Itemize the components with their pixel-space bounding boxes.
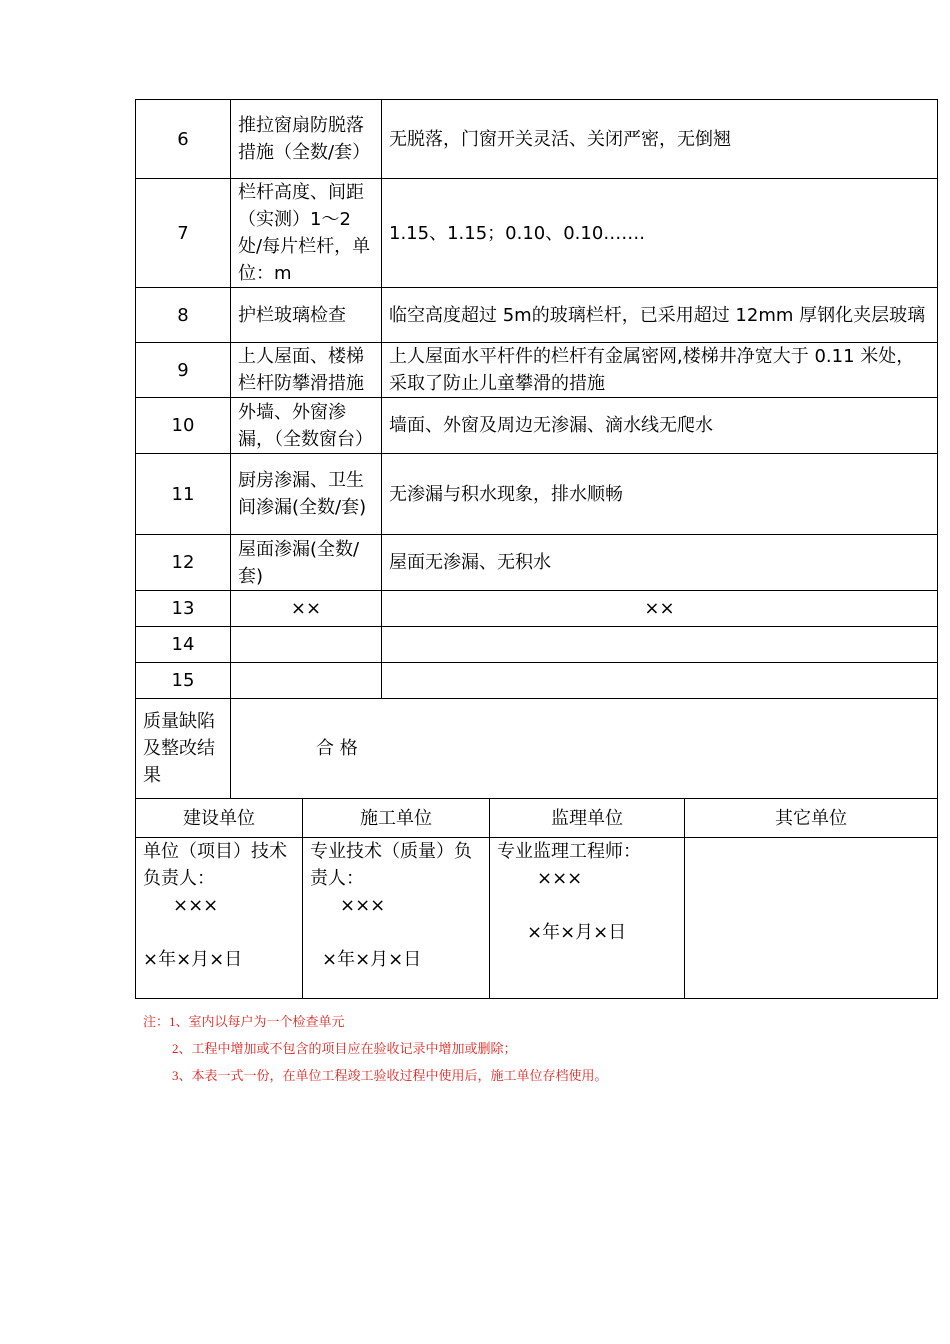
- signature-date: [692, 892, 930, 919]
- row-result: 上人屋面水平杆件的栏杆有金属密网,楼梯井净宽大于 0.11 米处，采取了防止儿童攀滑的措施: [382, 343, 938, 398]
- signature-other: [685, 838, 938, 999]
- table-row: [136, 627, 938, 663]
- defect-value: 合 格: [231, 699, 938, 799]
- row-result: [382, 627, 938, 663]
- table-row: [136, 454, 938, 535]
- signature-role: 单位（项目）技术负责人：: [143, 841, 287, 889]
- signature-contractor: [303, 838, 490, 999]
- row-result: [382, 663, 938, 699]
- header-other: 其它单位: [685, 799, 938, 838]
- table-row: [136, 398, 938, 454]
- signature-role: 专业监理工程师：: [497, 841, 641, 862]
- header-owner: 建设单位: [136, 799, 303, 838]
- row-item: [231, 627, 382, 663]
- row-number: 15: [136, 663, 231, 699]
- row-result: 无渗漏与积水现象，排水顺畅: [382, 454, 938, 535]
- row-number: 6: [136, 100, 231, 179]
- inspection-table: [135, 99, 938, 799]
- signature-owner: [136, 838, 303, 999]
- defect-row: [136, 699, 938, 799]
- table-row: [136, 343, 938, 398]
- row-item: [231, 663, 382, 699]
- row-item: 栏杆高度、间距（实测）1～2处/每片栏杆，单位：m: [231, 179, 382, 288]
- row-result: 墙面、外窗及周边无渗漏、滴水线无爬水: [382, 398, 938, 454]
- signature-date: ×年×月×日: [143, 949, 243, 970]
- table-row: [136, 179, 938, 288]
- signature-name: [692, 865, 930, 892]
- signature-name: ×××: [537, 868, 583, 889]
- row-item: 屋面渗漏(全数/套): [231, 535, 382, 591]
- row-item: 推拉窗扇防脱落措施（全数/套）: [231, 100, 382, 179]
- table-row: [136, 535, 938, 591]
- row-item: 厨房渗漏、卫生间渗漏(全数/套): [231, 454, 382, 535]
- row-item: 护栏玻璃检查: [231, 288, 382, 343]
- signature-date: ×年×月×日: [322, 949, 422, 970]
- signature-supervisor: [490, 838, 685, 999]
- row-number: 13: [136, 591, 231, 627]
- header-contractor: 施工单位: [303, 799, 490, 838]
- row-number: 10: [136, 398, 231, 454]
- table-row: [136, 100, 938, 179]
- row-result: ××: [382, 591, 938, 627]
- note-1: 注：1、室内以每户为一个检查单元: [143, 1014, 345, 1029]
- table-row: [136, 663, 938, 699]
- defect-label: 质量缺陷及整改结果: [136, 699, 231, 799]
- row-item: 上人屋面、楼梯栏杆防攀滑措施: [231, 343, 382, 398]
- row-number: 7: [136, 179, 231, 288]
- signature-name: ×××: [173, 895, 219, 916]
- signature-role: 专业技术（质量）负责人：: [310, 841, 472, 889]
- row-result: 屋面无渗漏、无积水: [382, 535, 938, 591]
- signature-body-row: [136, 838, 938, 999]
- note-2: 2、工程中增加或不包含的项目应在验收记录中增加或删除；: [172, 1041, 517, 1056]
- signature-date: ×年×月×日: [527, 922, 627, 943]
- note-3: 3、本表一式一份，在单位工程竣工验收过程中使用后，施工单位存档使用。: [172, 1068, 608, 1083]
- row-item: ××: [231, 591, 382, 627]
- signature-role: [692, 838, 930, 865]
- table-row: [136, 288, 938, 343]
- row-result: 临空高度超过 5m的玻璃栏杆，已采用超过 12mm 厚钢化夹层玻璃: [382, 288, 938, 343]
- row-result: 无脱落，门窗开关灵活、关闭严密，无倒翘: [382, 100, 938, 179]
- row-number: 14: [136, 627, 231, 663]
- row-item: 外墙、外窗渗漏，（全数窗台）: [231, 398, 382, 454]
- row-number: 11: [136, 454, 231, 535]
- row-result: 1.15、1.15；0.10、0.10…….: [382, 179, 938, 288]
- signature-name: ×××: [340, 895, 386, 916]
- notes: [143, 1008, 608, 1089]
- header-supervisor: 监理单位: [490, 799, 685, 838]
- row-number: 12: [136, 535, 231, 591]
- row-number: 9: [136, 343, 231, 398]
- row-number: 8: [136, 288, 231, 343]
- table-row: [136, 591, 938, 627]
- signature-header-row: [136, 799, 938, 838]
- signature-table: [135, 798, 938, 999]
